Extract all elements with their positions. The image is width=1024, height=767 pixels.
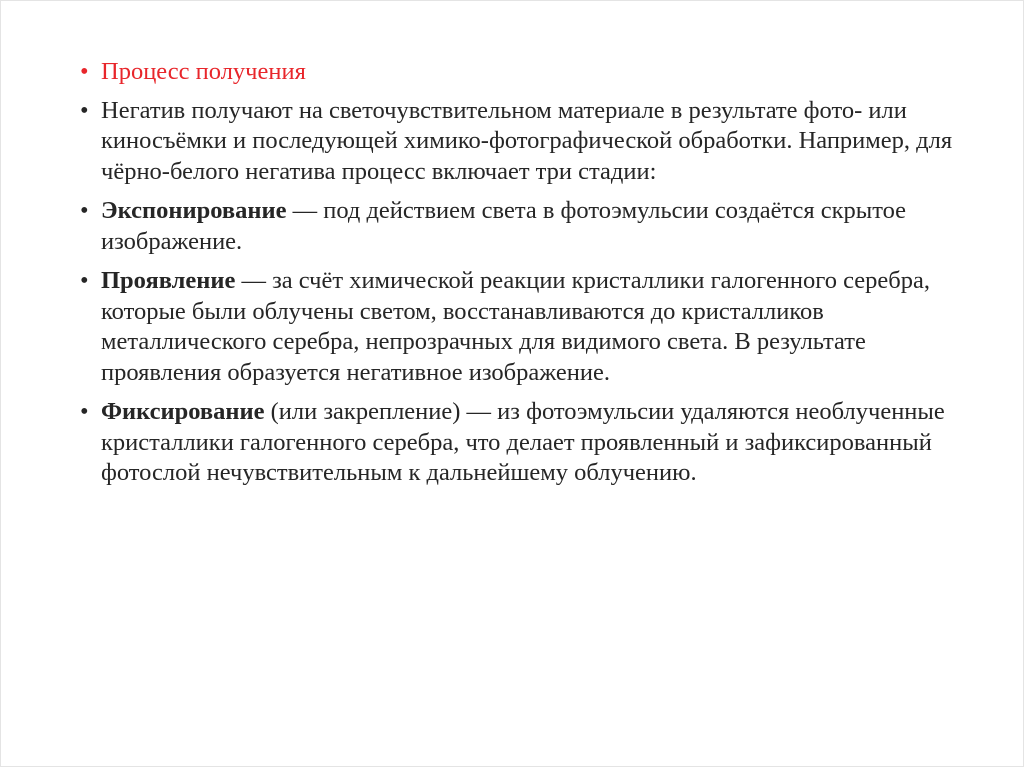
bullet-list bbox=[79, 57, 959, 498]
stage-term: Проявление bbox=[101, 267, 236, 294]
bullet-intro bbox=[79, 96, 959, 188]
bullet-dot: • bbox=[80, 197, 89, 224]
bullet-dot: • bbox=[80, 398, 89, 425]
heading-text: Процесс получения bbox=[101, 58, 306, 85]
stage-description: (или закрепление) — из фотоэмульсии удаляются необлученные кристаллики галогенного серебра, что делает проявленный и зафиксированный фотослой нечувствительным к дальнейшему облучению. bbox=[101, 398, 945, 486]
bullet-dot: • bbox=[80, 267, 89, 294]
stage-term: Экспонирование bbox=[101, 197, 287, 224]
stage-description: — под действием света в фотоэмульсии создаётся скрытое изображение. bbox=[101, 197, 907, 255]
stage-term: Фиксирование bbox=[101, 398, 265, 425]
bullet-stage-development bbox=[79, 266, 959, 388]
bullet-heading bbox=[79, 57, 959, 88]
bullet-dot: • bbox=[80, 96, 89, 124]
bullet-dot: • bbox=[80, 58, 89, 85]
bullet-stage-exposure bbox=[79, 196, 959, 257]
bullet-stage-fixing bbox=[79, 397, 959, 489]
intro-text: Негатив получают на светочувствительном материале в результате фото- или киносъёмки и последующей химико-фотографической обработки. Например, для чёрно-белого негатива процесс включает три стадии: bbox=[101, 96, 953, 185]
stage-description: — за счёт химической реакции кристаллики галогенного серебра, которые были облучены светом, восстанавливаются до кристалликов металлического серебра, непрозрачных для видимого света. В результате проявления образуется негативное изображение. bbox=[101, 267, 930, 386]
